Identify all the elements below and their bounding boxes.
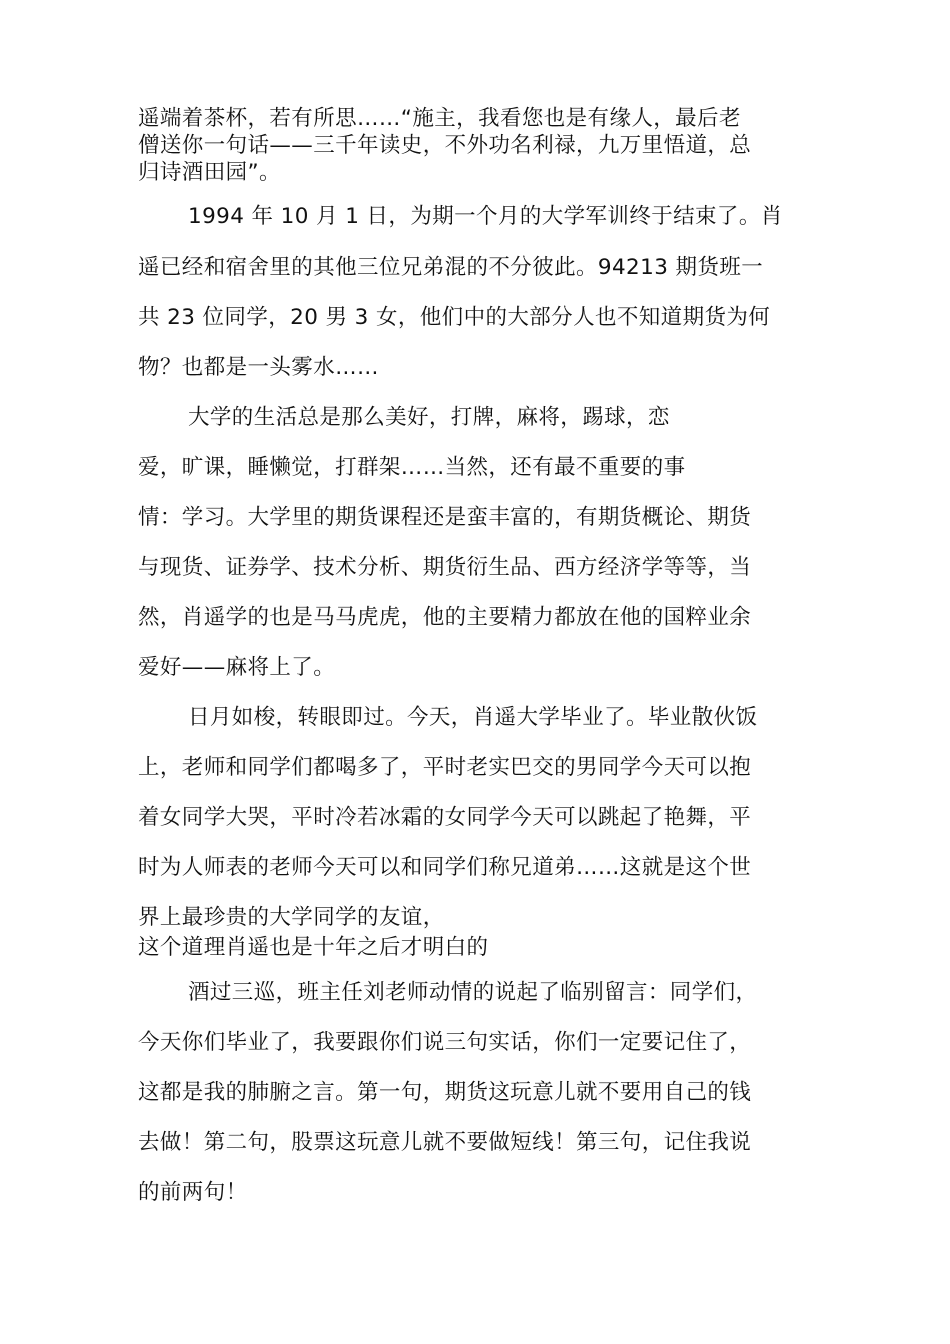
text-line: 这个道理肖遥也是十年之后才明白的 — [138, 935, 489, 960]
text-line: 去做！第二句，股票这玩意儿就不要做短线！第三句，记住我说 — [138, 1130, 752, 1155]
text-line: 日月如梭，转眼即过。今天，肖遥大学毕业了。毕业散伙饭 — [188, 705, 758, 730]
text-line: 然，肖遥学的也是马马虎虎，他的主要精力都放在他的国粹业余 — [138, 605, 752, 630]
text-line: 的前两句！ — [138, 1180, 248, 1205]
text-line: 情：学习。大学里的期货课程还是蛮丰富的，有期货概论、期货 — [138, 505, 752, 530]
text-line: 着女同学大哭，平时冷若冰霜的女同学今天可以跳起了艳舞，平 — [138, 805, 752, 830]
text-line: 爱好——麻将上了。 — [138, 655, 336, 680]
text-line: 大学的生活总是那么美好，打牌，麻将，踢球，恋 — [188, 405, 670, 430]
text-line: 上，老师和同学们都喝多了，平时老实巴交的男同学今天可以抱 — [138, 755, 752, 780]
text-line: 与现货、证券学、技术分析、期货衍生品、西方经济学等等，当 — [138, 555, 752, 580]
text-line: 时为人师表的老师今天可以和同学们称兄道弟……这就是这个世 — [138, 855, 752, 880]
text-line: 这都是我的肺腑之言。第一句，期货这玩意儿就不要用自己的钱 — [138, 1080, 752, 1105]
text-line: 界上最珍贵的大学同学的友谊， — [138, 905, 445, 930]
text-line: 爱，旷课，睡懒觉，打群架……当然，还有最不重要的事 — [138, 455, 686, 480]
text-line: 共 23 位同学，20 男 3 女，他们中的大部分人也不知道期货为何 — [138, 305, 771, 330]
text-line: 归诗酒田园”。 — [138, 160, 281, 185]
text-line: 酒过三巡，班主任刘老师动情的说起了临别留言：同学们， — [188, 980, 758, 1005]
text-line: 僧送你一句话——三千年读史，不外功名利禄，九万里悟道，总 — [138, 133, 752, 158]
text-line: 今天你们毕业了，我要跟你们说三句实话，你们一定要记住了， — [138, 1030, 752, 1055]
text-line: 遥端着茶杯，若有所思……“施主，我看您也是有缘人，最后老 — [138, 106, 741, 131]
text-line: 遥已经和宿舍里的其他三位兄弟混的不分彼此。94213 期货班一 — [138, 255, 764, 280]
text-line: 物？也都是一头雾水…… — [138, 355, 379, 380]
text-line: 1994 年 10 月 1 日，为期一个月的大学军训终于结束了。肖 — [188, 204, 783, 229]
